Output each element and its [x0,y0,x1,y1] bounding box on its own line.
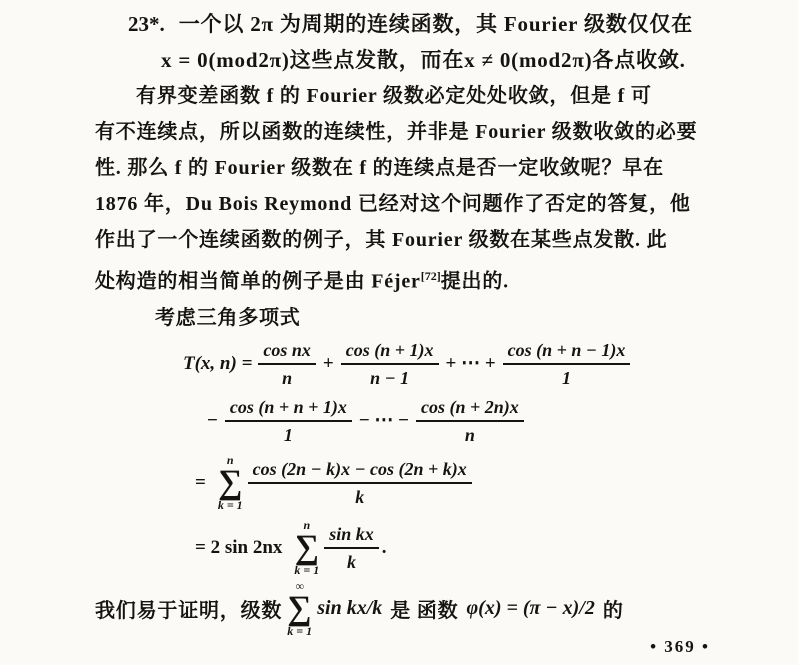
formula-intro-line: 考虑三角多项式 [155,306,301,329]
closing-text-tail: 的 [602,600,624,623]
fraction-numerator: cos (n + 1)x [341,339,439,365]
summation-symbol [218,454,243,512]
sum-lower-limit: k = 1 [294,562,320,577]
fraction [225,396,352,446]
fraction-numerator: cos (2n − k)x − cos (2n + k)x [248,458,472,484]
sum-upper-limit: n [303,517,311,532]
paragraph-line6-tail: 提出的. [440,270,509,293]
minus-operator: − [207,409,218,431]
formula-row-1 [183,336,798,392]
summation-symbol [294,519,319,577]
fraction-denominator: n − 1 [370,367,410,388]
sum-upper-limit: n [226,452,234,467]
equals-operator: = [195,471,206,493]
page-number: • 369 • [650,637,710,656]
formula-lhs: T(x, n) = [183,352,253,374]
problem-statement-line2: x = 0(mod2π)这些点发散，而在x ≠ 0(mod2π)各点收敛. [161,48,686,72]
fraction-denominator: k [347,551,356,572]
paragraph-line: 性. 那么 f 的 Fourier 级数在 f 的连续点是否一定收敛呢？早在 [95,157,664,179]
paragraph-line [95,258,798,300]
fraction-denominator: n [282,367,293,388]
fraction-numerator: cos (n + n + 1)x [225,396,352,422]
fraction-numerator: cos nx [258,339,316,365]
sum-lower-limit: k = 1 [217,497,243,512]
fraction-numerator: cos (n + n − 1)x [503,339,631,365]
formula-row-3 [188,450,798,516]
paragraph-line: 有不连续点，所以函数的连续性，并非是 Fourier 级数收敛的必要 [95,121,698,143]
fraction-denominator: n [464,424,475,445]
sigma-icon: ∑ [294,528,319,566]
paragraph-line: 有界变差函数 f 的 Fourier 级数必定处处收敛，但是 f 可 [136,85,652,107]
formula-row-2 [200,392,798,450]
paragraph-line: 1876 年，Du Bois Reymond 已经对这个问题作了否定的答复，他 [95,193,691,215]
ellipsis-operator: + ⋯ + [445,353,496,375]
closing-text-mid: 是 函数 [390,600,459,623]
fraction-denominator: 1 [283,424,293,445]
phi-expression: φ(x) = (π − x)/2 [466,597,595,620]
fraction [324,523,379,573]
sigma-icon: ∑ [287,589,313,627]
sum-lower-limit: k = 1 [287,623,313,638]
fraction-denominator: k [355,486,365,507]
fraction-numerator: sin kx [324,523,379,549]
plus-operator: + [322,352,334,374]
summation-symbol [287,580,312,638]
fraction-denominator: 1 [561,367,571,388]
fraction [258,339,316,389]
series-expression: sin kx/k [317,597,383,620]
fraction [416,396,524,446]
problem-number: 23*. [128,12,165,36]
sigma-icon: ∑ [218,463,243,501]
paragraph-line: 作出了一个连续函数的例子，其 Fourier 级数在某些点发散. 此 [95,229,668,251]
formula-row-4 [188,516,798,580]
closing-text-pre: 我们易于证明，级数 [95,600,283,623]
footnote-reference: [72] [420,269,441,283]
closing-line [95,580,798,638]
equals-expression: = 2 sin 2nx [195,536,283,558]
fraction-numerator: cos (n + 2n)x [416,396,524,422]
formula-period: . [381,536,387,558]
fraction [503,339,631,389]
fraction [341,339,439,389]
ellipsis-operator: − ⋯ − [358,410,410,432]
fraction [248,458,472,508]
problem-statement-line1 [128,6,798,42]
sum-upper-limit: ∞ [295,578,304,593]
paragraph-line6-text: 处构造的相当简单的例子是由 Féjer [95,270,421,293]
problem-text-line1: 一个以 2π 为周期的连续函数，其 Fourier 级数仅仅在 [178,12,693,36]
